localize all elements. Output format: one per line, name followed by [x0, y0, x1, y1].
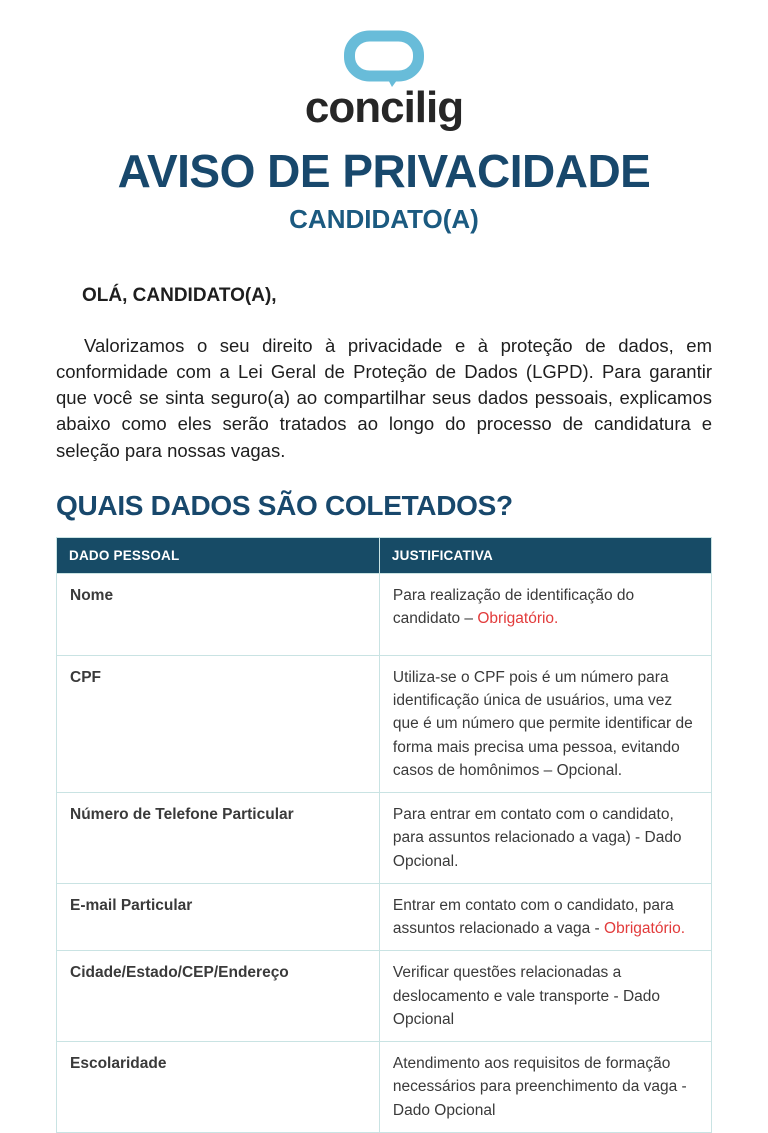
dado-cell: Cidade/Estado/CEP/Endereço	[57, 951, 380, 1042]
dado-cell: Escolaridade	[57, 1042, 380, 1133]
table-row	[57, 793, 712, 884]
justificativa-text: Utiliza-se o CPF pois é um número para identificação única de usuários, uma vez que é um número que permite identificar de forma mais precisa uma pessoa, evitando casos de homônimos – Opcional.	[392, 668, 693, 779]
justificativa-cell	[379, 793, 711, 884]
table-row	[57, 573, 712, 655]
page-subtitle: CANDIDATO(A)	[289, 203, 479, 234]
logo-wordmark: concilig	[304, 83, 464, 132]
justificativa-text: Para realização de identificação do candidato –	[392, 586, 635, 628]
table-row	[57, 883, 712, 951]
greeting-text: OLÁ, CANDIDATO(A),	[82, 284, 277, 306]
table-row	[57, 951, 712, 1042]
dado-cell: Número de Telefone Particular	[57, 793, 380, 884]
justificativa-cell	[379, 655, 711, 792]
justificativa-text: Verificar questões relacionadas a deslocamento e vale transporte - Dado Opcional	[392, 964, 661, 1028]
table-header-row	[57, 537, 712, 573]
dado-cell: E-mail Particular	[57, 883, 380, 951]
speech-bubble-icon	[343, 30, 425, 88]
column-header-dado-pessoal: DADO PESSOAL	[57, 537, 380, 573]
justificativa-cell	[379, 883, 711, 951]
column-header-justificativa: JUSTIFICATIVA	[379, 537, 711, 573]
dado-cell: CPF	[57, 655, 380, 792]
justificativa-text: Entrar em contato com o candidato, para assuntos relacionado a vaga -	[392, 896, 674, 938]
concilig-logo	[56, 0, 712, 130]
justificativa-highlight: Obrigatório.	[477, 610, 559, 628]
justificativa-cell	[379, 1042, 711, 1133]
justificativa-text: Para entrar em contato com o candidato, para assuntos relacionado a vaga) - Dado Opcional.	[392, 806, 682, 870]
section-heading: QUAIS DADOS SÃO COLETADOS?	[56, 489, 513, 521]
justificativa-text: Atendimento aos requisitos de formação necessários para preenchimento da vaga - Dado Opcional	[392, 1055, 687, 1119]
justificativa-cell	[379, 951, 711, 1042]
justificativa-cell	[379, 573, 711, 655]
table-row	[57, 1042, 712, 1133]
justificativa-highlight: Obrigatório.	[604, 920, 685, 938]
table-row	[57, 655, 712, 792]
dado-cell: Nome	[57, 573, 380, 655]
intro-paragraph: Valorizamos o seu direito à privacidade e à proteção de dados, em conformidade com a Lei Geral de Proteção de Dados (LGPD). Para garantir que você se sinta seguro(a) ao compartilhar seus dados pessoais, explicamos abaixo como eles serão tratados ao longo do processo de candidatura e seleção para nossas vagas.	[56, 334, 712, 461]
data-collection-table	[56, 537, 712, 1133]
page-title: AVISO DE PRIVACIDADE	[117, 145, 651, 197]
